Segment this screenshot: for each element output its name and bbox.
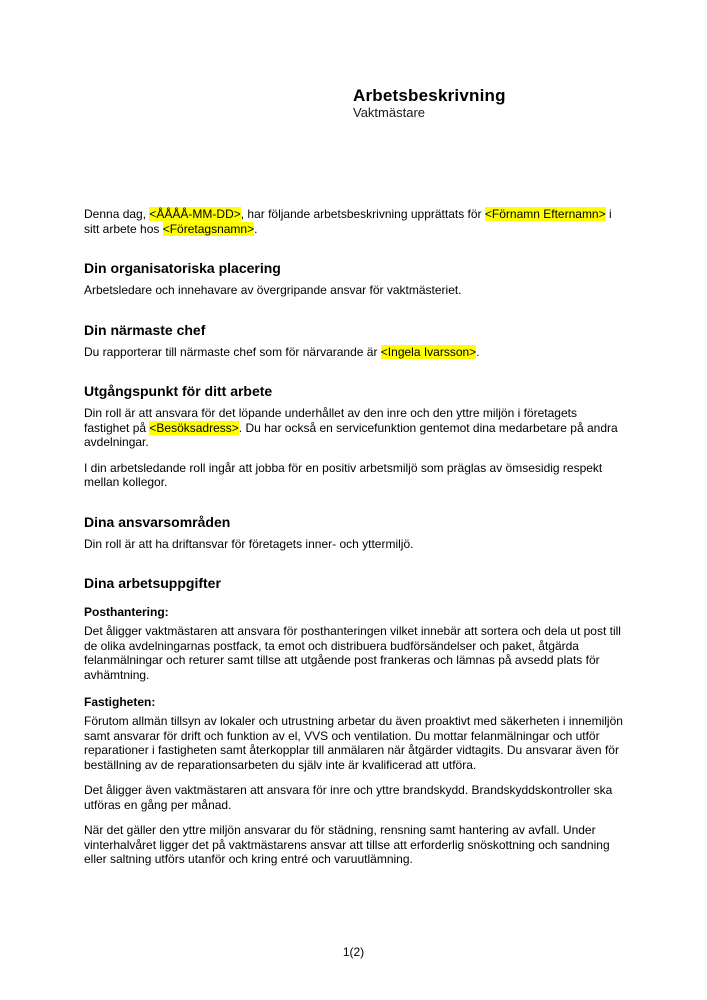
document-subtitle: Vaktmästare xyxy=(353,105,426,120)
section-heading-narmaste-chef: Din närmaste chef xyxy=(84,321,206,338)
date-placeholder-highlight: <ÅÅÅÅ-MM-DD> xyxy=(149,207,241,221)
intro-run-5: i sitt arbete hos xyxy=(84,207,612,236)
name-placeholder-highlight: <Förnamn Efternamn> xyxy=(484,207,606,221)
narmaste-chef-paragraph xyxy=(84,345,625,360)
utgangspunkt-run-1: Din roll är att ansvara för det löpande underhållet av den inre och den yttre miljön i företagets fastighet på xyxy=(84,406,577,435)
document-header xyxy=(353,86,653,120)
fastigheten-paragraph: Förutom allmän tillsyn av lokaler och utrustning arbetar du även proaktivt med säkerheten i innemiljön samt ansvarar för drift och funktion av el, VVS och ventilation. Du mottar felanmälningar och utför reparationer i fastigheten samt återkopplar till anmälaren när åtgärder vidtagits. Du ansvarar även för beställning av de reparationsarbeten du själv inte är kvalificerad att utföra. xyxy=(84,714,623,772)
intro-paragraph xyxy=(84,207,625,236)
subsection-heading-posthantering: Posthantering: xyxy=(84,605,169,619)
company-placeholder-highlight: <Företagsnamn> xyxy=(162,221,255,236)
section-heading-utgangspunkt: Utgångspunkt för ditt arbete xyxy=(84,383,273,399)
brandskydd-paragraph: Det åligger även vaktmästaren att ansvara för inre och yttre brandskydd. Brandskyddskontroller ska utföras en gång per månad. xyxy=(84,783,613,812)
chef-placeholder-highlight: <Ingela Ivarsson> xyxy=(380,344,477,359)
intro-run-3: , har följande arbetsbeskrivning upprättats för xyxy=(240,207,485,221)
section-heading-ansvarsomraden: Dina ansvarsområden xyxy=(84,513,231,530)
utgangspunkt-paragraph-1 xyxy=(84,406,625,450)
chef-run-1: Du rapporterar till närmaste chef som för närvarande är xyxy=(84,344,381,359)
intro-run-7: . xyxy=(254,221,258,236)
ansvarsomraden-paragraph: Din roll är att ha driftansvar för företagets inner- och yttermiljö. xyxy=(84,536,414,551)
yttre-miljo-paragraph: När det gäller den yttre miljön ansvarar du för städning, rensning samt hantering av avfall. Under vinterhalvåret ligger det på vaktmästarens ansvar att tillse att erforderlig snöskottning och sandning eller saltning utförs utanför och kring entré och varuutlämning. xyxy=(84,823,610,866)
utgangspunkt-paragraph-2: I din arbetsledande roll ingår att jobba för en positiv arbetsmiljö som präglas av ömsesidig respekt mellan kollegor. xyxy=(84,460,603,489)
document-title: Arbetsbeskrivning xyxy=(353,86,506,105)
document-body xyxy=(84,207,625,878)
section-heading-organisatorisk-placering: Din organisatoriska placering xyxy=(84,260,281,276)
address-placeholder-highlight: <Besöksadress> xyxy=(149,420,239,435)
page-number: 1(2) xyxy=(342,945,365,959)
posthantering-paragraph: Det åligger vaktmästaren att ansvara för posthanteringen vilket innebär att sortera och dela ut post till de olika avdelningarnas postfack, ta emot och distribuera budförsändelser och paket, åtgärda felanmälningar och returer samt tillse att utgående post frankeras och lämnas på avsedd plats för avhämtning. xyxy=(84,624,621,682)
organisatorisk-placering-paragraph: Arbetsledare och innehavare av övergripande ansvar för vaktmästeriet. xyxy=(84,283,462,297)
utgangspunkt-run-3: . Du har också en servicefunktion gentemot dina medarbetare på andra avdelningar. xyxy=(84,420,618,449)
intro-run-1: Denna dag, xyxy=(84,207,150,221)
subsection-heading-fastigheten: Fastigheten: xyxy=(84,695,156,709)
chef-run-3: . xyxy=(476,344,480,359)
section-heading-arbetsuppgifter: Dina arbetsuppgifter xyxy=(84,575,221,591)
